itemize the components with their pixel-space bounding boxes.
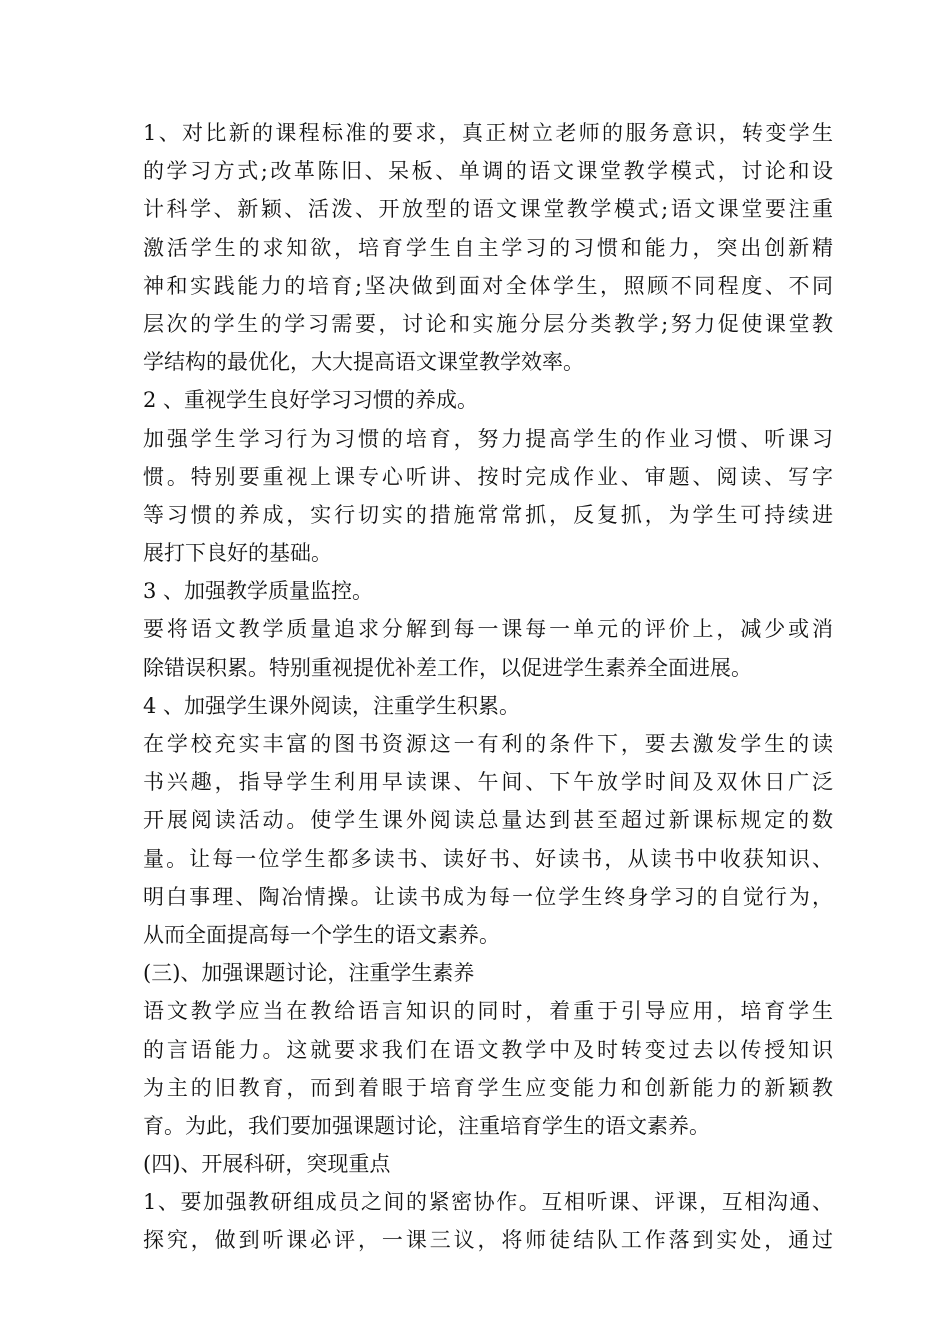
text-line: 育。为此，我们要加强课题讨论，注重培育学生的语文素养。 [143,1113,710,1138]
text-line: 惯。特别要重视上课专心听讲、按时完成作业、审题、阅读、写字 [143,464,833,489]
text-line: 2 、重视学生良好学习习惯的养成。 [143,388,479,413]
text-line: 的学习方式;改革陈旧、呆板、单调的语文课堂教学模式，讨论和设 [143,159,833,184]
text-line: 1、要加强教研组成员之间的紧密协作。互相听课、评课，互相沟通、 [143,1190,833,1215]
text-line: 除错误积累。特别重视提优补差工作，以促进学生素养全面进展。 [143,655,752,680]
text-line: 语文教学应当在教给语言知识的同时，着重于引导应用，培育学生 [143,999,833,1024]
text-line: 加强学生学习行为习惯的培育，努力提高学生的作业习惯、听课习 [143,426,833,451]
text-line: 从而全面提高每一个学生的语文素养。 [143,922,500,947]
text-line: 的言语能力。这就要求我们在语文教学中及时转变过去以传授知识 [143,1037,833,1062]
text-line: 神和实践能力的培育;坚决做到面对全体学生，照顾不同程度、不同 [143,273,833,298]
text-line: 层次的学生的学习需要，讨论和实施分层分类教学;努力促使课堂教 [143,311,833,336]
text-line: 明白事理、陶冶情操。让读书成为每一位学生终身学习的自觉行为， [143,884,833,909]
text-line: 要将语文教学质量追求分解到每一课每一单元的评价上，减少或消 [143,617,833,642]
text-line: 3 、加强教学质量监控。 [143,579,374,604]
text-line: 书兴趣，指导学生利用早读课、午间、下午放学时间及双休日广泛 [143,770,833,795]
text-line: 学结构的最优化，大大提高语文课堂教学效率。 [143,350,584,375]
text-line: 探究，做到听课必评，一课三议，将师徒结队工作落到实处，通过 [143,1228,833,1253]
text-line: 激活学生的求知欲，培育学生自主学习的习惯和能力，突出创新精 [143,235,833,260]
text-line: 展打下良好的基础。 [143,541,332,566]
text-line: 等习惯的养成，实行切实的措施常常抓，反复抓，为学生可持续进 [143,502,833,527]
text-line: 1、对比新的课程标准的要求，真正树立老师的服务意识，转变学生 [143,121,833,145]
text-line: 4 、加强学生课外阅读，注重学生积累。 [143,693,521,718]
text-line: 量。让每一位学生都多读书、读好书、好读书，从读书中收获知识、 [143,846,833,871]
text-line: (三)、加强课题讨论，注重学生素养 [143,961,475,986]
text-line: 计科学、新颖、活泼、开放型的语文课堂教学模式;语文课堂要注重 [143,197,833,222]
document-page [143,114,833,1260]
text-line: 开展阅读活动。使学生课外阅读总量达到甚至超过新课标规定的数 [143,808,833,833]
text-line: (四)、开展科研，突现重点 [143,1152,391,1177]
text-line: 在学校充实丰富的图书资源这一有利的条件下，要去激发学生的读 [143,732,833,756]
text-line: 为主的旧教育，而到着眼于培育学生应变能力和创新能力的新颖教 [143,1075,833,1100]
